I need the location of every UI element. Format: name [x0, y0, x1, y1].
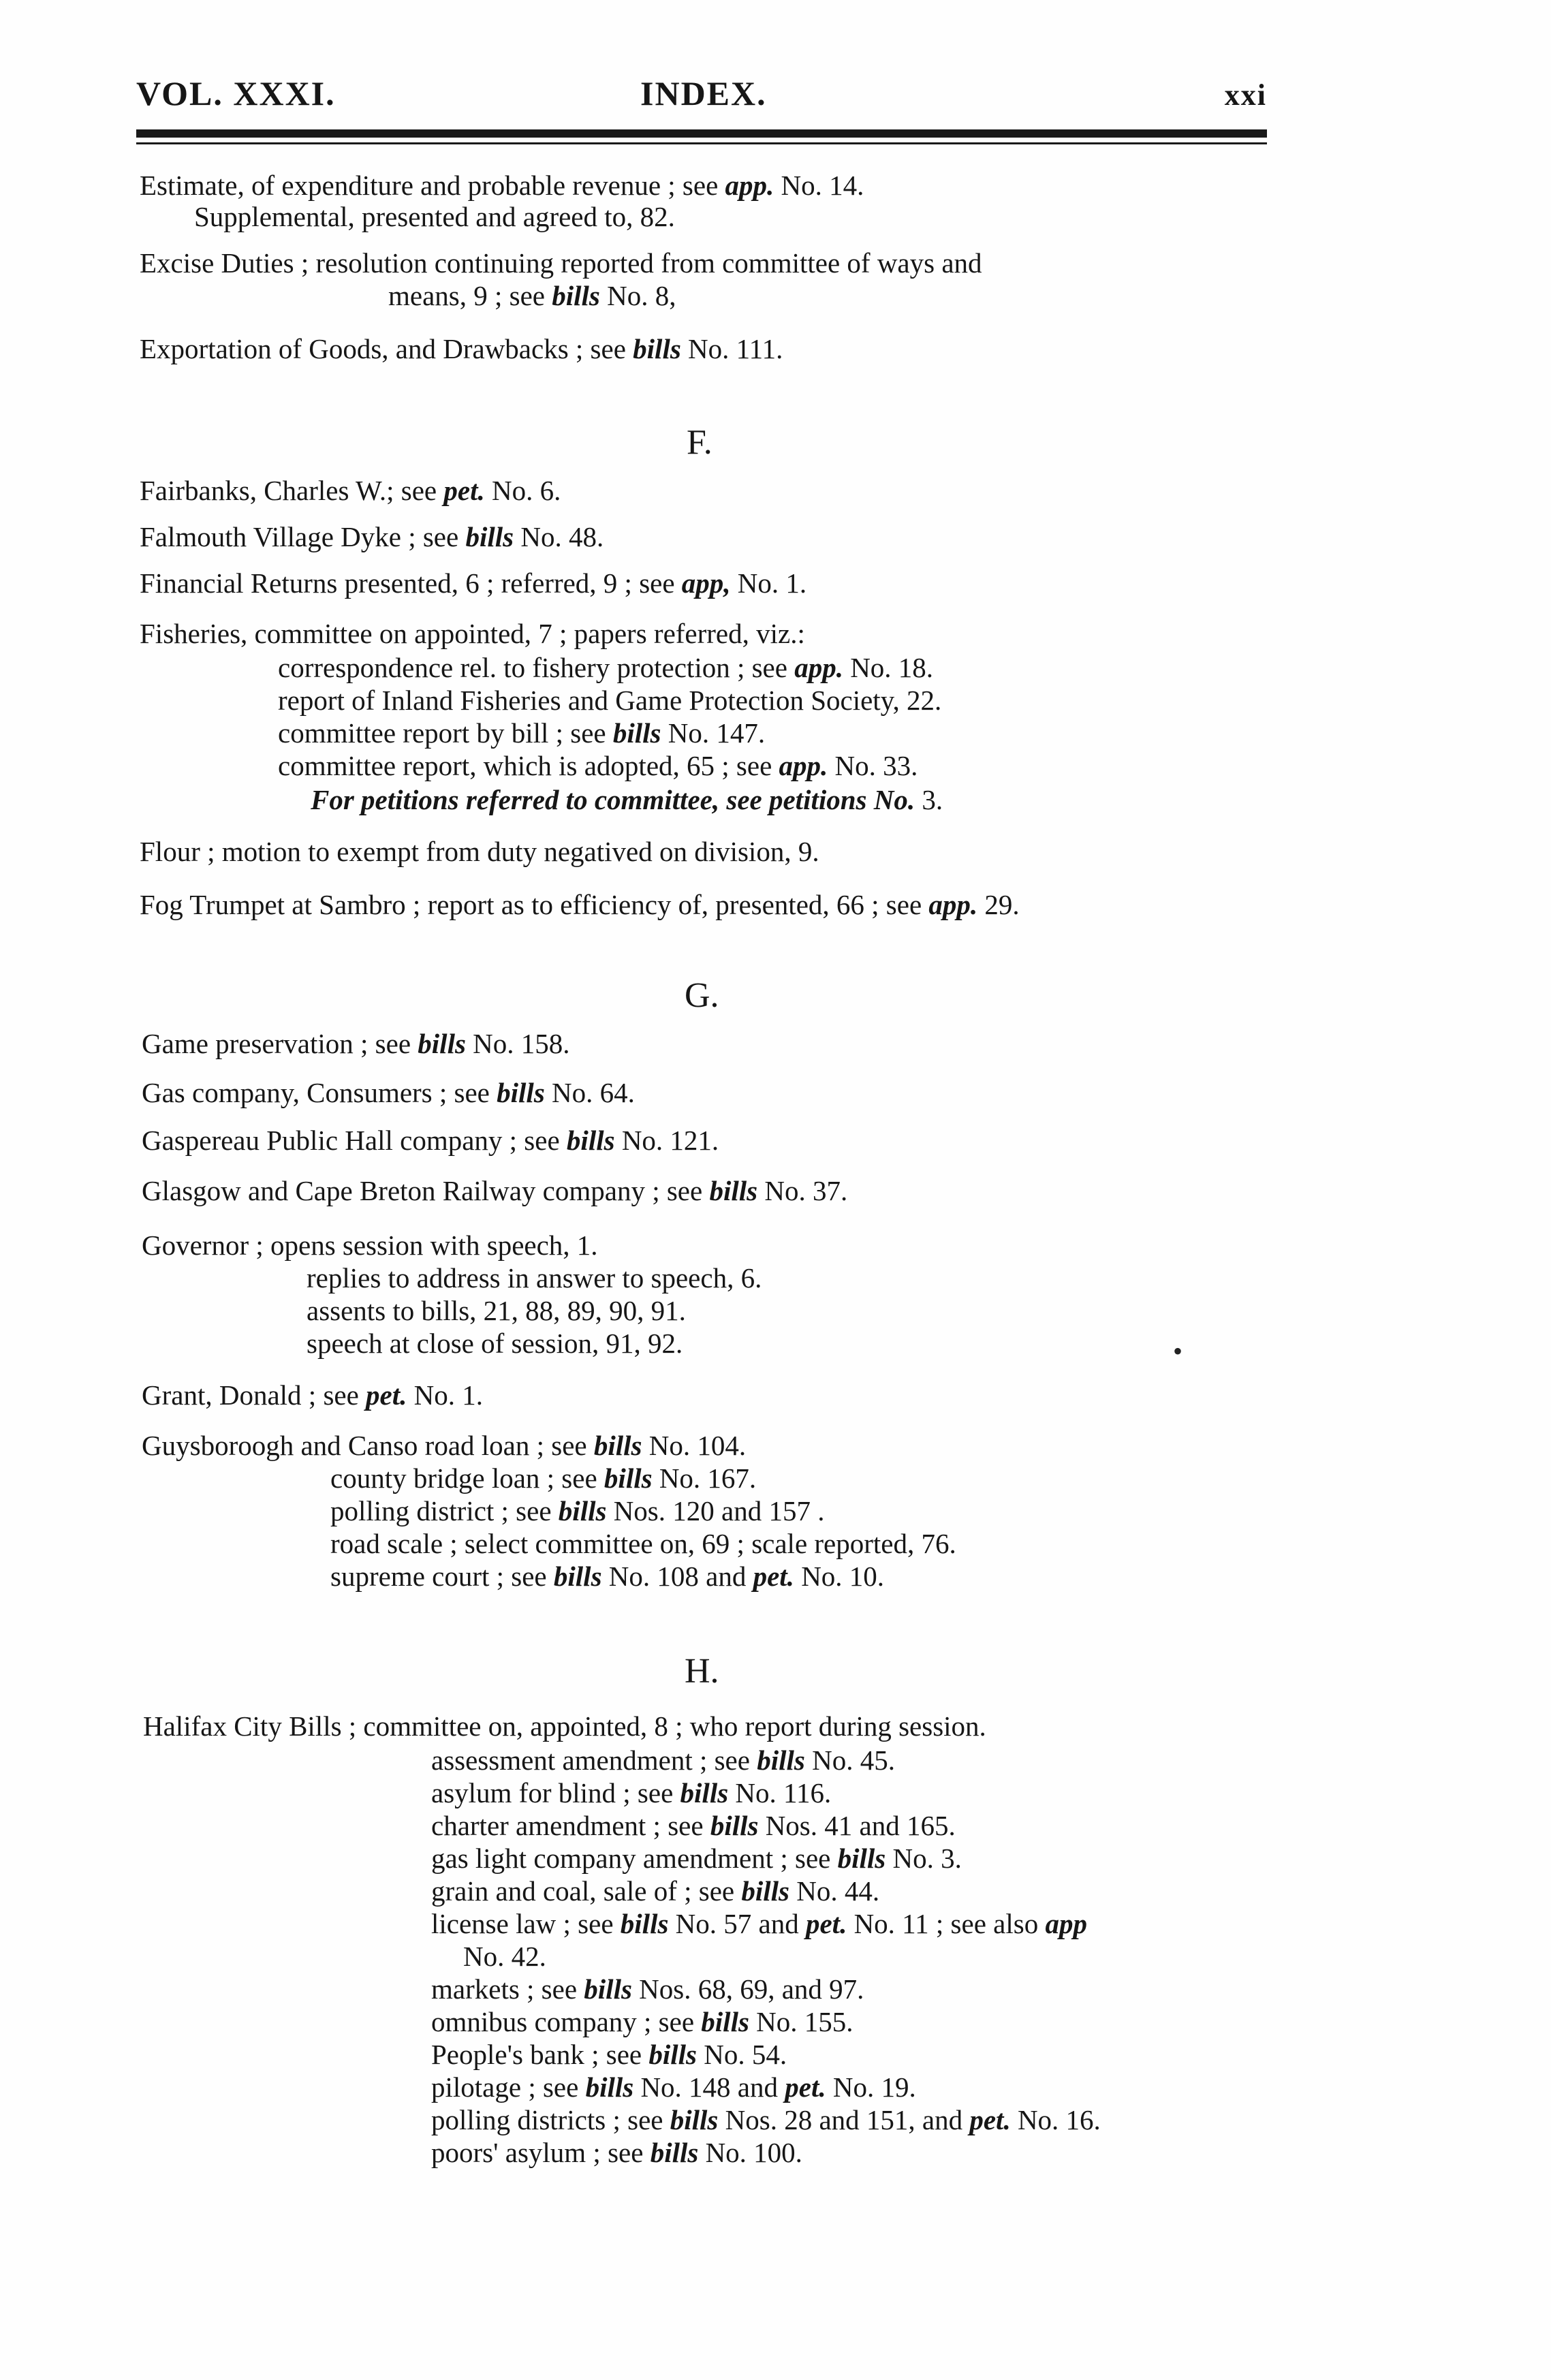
index-entry: Flour ; motion to exempt from duty negatived on division, 9. — [140, 836, 819, 867]
index-entry: Governor ; opens session with speech, 1. — [142, 1230, 598, 1261]
index-subentry: replies to address in answer to speech, 6. — [307, 1262, 762, 1294]
running-head — [136, 74, 1267, 128]
index-entry: Gas company, Consumers ; see bills No. 64. — [142, 1077, 635, 1108]
index-subentry: omnibus company ; see bills No. 155. — [431, 2006, 853, 2037]
index-entry: Guysboroogh and Canso road loan ; see bills No. 104. — [142, 1430, 747, 1461]
scan-speck: • — [1173, 1336, 1183, 1366]
index-subentry: gas light company amendment ; see bills No. 3. — [431, 1843, 962, 1874]
section-letter-g: G. — [685, 976, 719, 1015]
index-subentry: committee report by bill ; see bills No. 147. — [278, 717, 766, 749]
index-subentry: road scale ; select committee on, 69 ; scale reported, 76. — [330, 1528, 956, 1559]
header-rule-thin — [136, 142, 1267, 144]
index-subentry: markets ; see bills Nos. 68, 69, and 97. — [431, 1973, 864, 2005]
page-number: xxi — [1224, 78, 1267, 112]
index-entry: Estimate, of expenditure and probable revenue ; see app. No. 14. — [140, 170, 864, 201]
index-entry: Financial Returns presented, 6 ; referred, 9 ; see app, No. 1. — [140, 567, 807, 599]
index-subentry-continuation: No. 42. — [463, 1941, 546, 1972]
index-entry: Grant, Donald ; see pet. No. 1. — [142, 1379, 483, 1411]
index-subentry: committee report, which is adopted, 65 ; see app. No. 33. — [278, 750, 918, 781]
index-subentry: supreme court ; see bills No. 108 and pet. No. 10. — [330, 1561, 885, 1592]
index-subentry: assessment amendment ; see bills No. 45. — [431, 1744, 895, 1776]
index-entry-continuation: means, 9 ; see bills No. 8, — [388, 280, 676, 311]
index-subentry: People's bank ; see bills No. 54. — [431, 2039, 787, 2070]
index-entry: Exportation of Goods, and Drawbacks ; see bills No. 111. — [140, 333, 783, 364]
index-entry: Gaspereau Public Hall company ; see bills No. 121. — [142, 1125, 719, 1156]
index-entry: Fisheries, committee on appointed, 7 ; papers referred, viz.: — [140, 618, 805, 649]
index-subentry: asylum for blind ; see bills No. 116. — [431, 1777, 832, 1809]
index-subentry: grain and coal, sale of ; see bills No. 44. — [431, 1875, 880, 1907]
index-subentry: assents to bills, 21, 88, 89, 90, 91. — [307, 1295, 686, 1326]
index-entry: Excise Duties ; resolution continuing reported from committee of ways and — [140, 247, 982, 279]
index-subentry: license law ; see bills No. 57 and pet. No. 11 ; see also app — [431, 1908, 1087, 1939]
volume-label: VOL. XXXI. — [136, 74, 336, 112]
index-subentry: Supplemental, presented and agreed to, 82. — [194, 201, 675, 232]
index-entry: Falmouth Village Dyke ; see bills No. 48. — [140, 521, 604, 552]
index-entry: Game preservation ; see bills No. 158. — [142, 1028, 570, 1059]
index-subentry: report of Inland Fisheries and Game Protection Society, 22. — [278, 685, 942, 716]
index-subentry: charter amendment ; see bills Nos. 41 and 165. — [431, 1810, 956, 1841]
index-subentry: polling district ; see bills Nos. 120 and 157 . — [330, 1495, 825, 1526]
index-subentry: polling districts ; see bills Nos. 28 and 151, and pet. No. 16. — [431, 2104, 1101, 2135]
section-letter-h: H. — [685, 1652, 719, 1691]
index-entry: Fog Trumpet at Sambro ; report as to efficiency of, presented, 66 ; see app. 29. — [140, 889, 1020, 920]
index-subentry: speech at close of session, 91, 92. — [307, 1328, 683, 1359]
index-entry: Halifax City Bills ; committee on, appointed, 8 ; who report during session. — [143, 1710, 986, 1742]
section-letter-f: F. — [687, 423, 712, 462]
index-entry: Fairbanks, Charles W.; see pet. No. 6. — [140, 475, 561, 506]
index-subentry: poors' asylum ; see bills No. 100. — [431, 2137, 802, 2168]
index-entry: Glasgow and Cape Breton Railway company ; see bills No. 37. — [142, 1175, 848, 1206]
index-subentry: pilotage ; see bills No. 148 and pet. No. 19. — [431, 2071, 916, 2103]
index-subentry: county bridge loan ; see bills No. 167. — [330, 1462, 757, 1494]
header-rule — [136, 129, 1267, 138]
page-title: INDEX. — [640, 74, 767, 112]
index-note: For petitions referred to committee, see petitions No. 3. — [311, 784, 943, 815]
index-subentry: correspondence rel. to fishery protection ; see app. No. 18. — [278, 652, 934, 683]
